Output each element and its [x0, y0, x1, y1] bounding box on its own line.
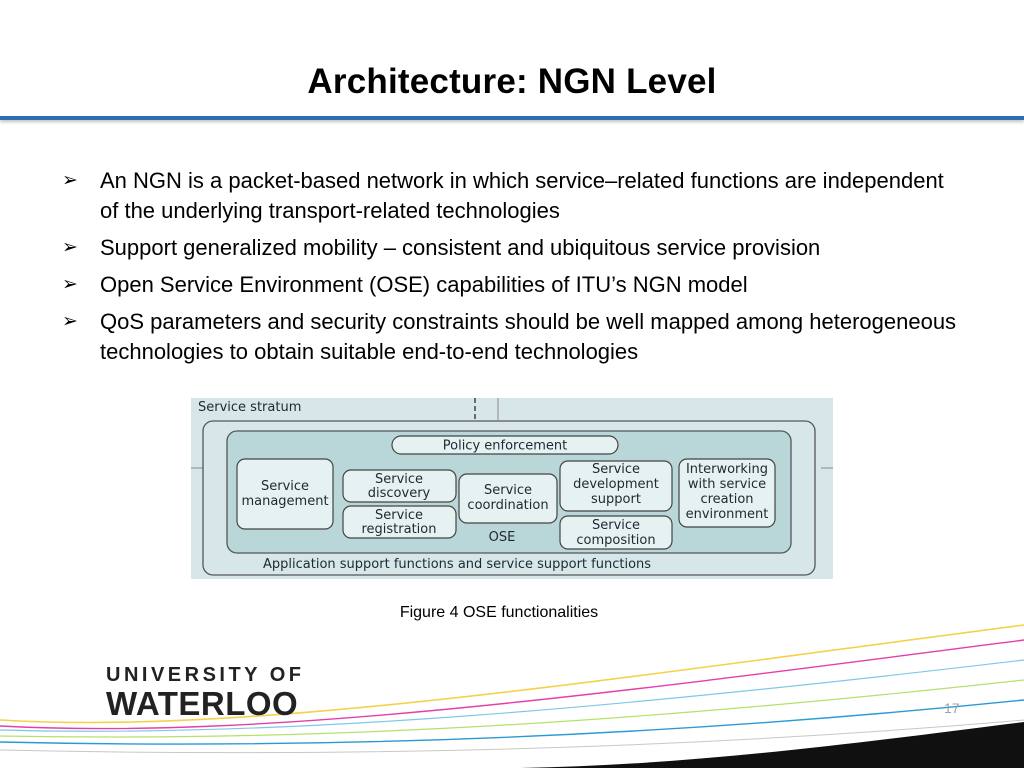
policy-enforcement-label: Policy enforcement [442, 438, 568, 454]
service-composition-label: Service [591, 518, 641, 533]
service-development-support-label: Service [591, 462, 641, 477]
service-discovery-label: discovery [367, 486, 431, 501]
figure-caption: Figure 4 OSE functionalities [399, 604, 599, 621]
logo-line2: WATERLOO [106, 685, 299, 722]
interworking-label: environment [685, 507, 769, 522]
ose-diagram [191, 398, 833, 579]
title-divider [0, 116, 1024, 120]
arrow-bullet-icon: ➢ [62, 170, 78, 191]
bullet-item [62, 307, 962, 367]
bullet-text: Support generalized mobility – consistent and ubiquitous service provision [100, 235, 821, 260]
interworking-label: creation [700, 492, 754, 507]
bullet-list [62, 166, 962, 374]
arrow-bullet-icon: ➢ [62, 237, 78, 258]
service-composition-label: composition [576, 533, 656, 548]
interworking-label: Interworking [685, 462, 769, 477]
logo-line1: UNIVERSITY OF [106, 664, 305, 686]
service-coordination-label: coordination [467, 498, 549, 513]
service-discovery-label: Service [374, 472, 424, 487]
service-management-label: management [241, 494, 329, 509]
bullet-text: QoS parameters and security constraints should be well mapped among heterogeneous technologies to obtain suitable end-to-end technologies [100, 309, 957, 364]
university-logo [106, 664, 305, 723]
arrow-bullet-icon: ➢ [62, 274, 78, 295]
arrow-bullet-icon: ➢ [62, 311, 78, 332]
interworking-label: with service [687, 477, 767, 492]
service-registration-label: registration [361, 522, 437, 537]
bullet-text: Open Service Environment (OSE) capabilities of ITU’s NGN model [100, 272, 748, 297]
bullet-item [62, 270, 962, 300]
service-development-support-label: support [591, 492, 641, 507]
service-coordination-label: Service [483, 483, 533, 498]
bullet-item [62, 166, 962, 226]
service-registration-label: Service [374, 508, 424, 523]
page-number: 17 [944, 700, 960, 716]
bullet-item [62, 233, 962, 263]
swoosh-dark-band [520, 722, 1024, 768]
service-development-support-label: development [573, 477, 659, 492]
bullet-text: An NGN is a packet-based network in which service–related functions are independent of the underlying transport-related technologies [100, 168, 944, 223]
ose-label: OSE [488, 530, 516, 545]
service-stratum-label: Service stratum [198, 400, 302, 415]
ose-diagram-svg [191, 398, 833, 579]
service-management-label: Service [260, 479, 310, 494]
slide-title: Architecture: NGN Level [307, 62, 717, 101]
application-support-label: Application support functions and service support functions [263, 557, 652, 572]
